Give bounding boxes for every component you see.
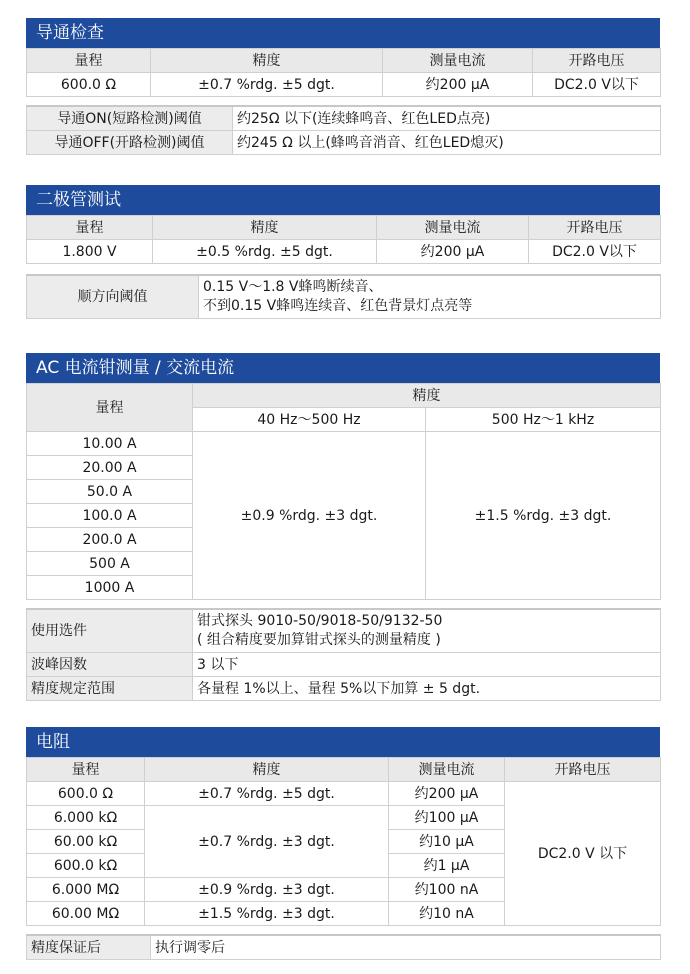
cell-current: 约200 μA: [383, 73, 533, 97]
resistance-notes: [26, 934, 661, 960]
guarantee-value: 执行调零后: [151, 935, 661, 960]
cell-range: 20.00 A: [27, 456, 193, 480]
cell-range: 200.0 A: [27, 528, 193, 552]
note-line: 0.15 V～1.8 V蜂鸣断续音、: [203, 279, 383, 295]
cell-current: 约100 nA: [389, 878, 505, 902]
option-label: 使用选件: [27, 609, 193, 653]
cell-range: 500 A: [27, 552, 193, 576]
cell-current: 约100 μA: [389, 806, 505, 830]
spec-label: 精度规定范围: [27, 677, 193, 701]
cell-current: 约10 nA: [389, 902, 505, 926]
header-band-low: 40 Hz～500 Hz: [193, 408, 426, 432]
header-range: 量程: [27, 49, 151, 73]
cell-voltage: DC2.0 V以下: [529, 240, 661, 264]
cell-accuracy: ±0.7 %rdg. ±5 dgt.: [145, 782, 389, 806]
option-value: [193, 609, 661, 653]
note-label: 导通OFF(开路检测)阈值: [27, 131, 233, 155]
header-accuracy: 精度: [153, 216, 377, 240]
cell-range: 60.00 kΩ: [27, 830, 145, 854]
spec-value: 各量程 1%以上、量程 5%以下加算 ± 5 dgt.: [193, 677, 661, 701]
cell-range: 50.0 A: [27, 480, 193, 504]
note-value: [199, 275, 661, 319]
note-line: 不到0.15 V蜂鸣连续音、红色背景灯点亮等: [203, 298, 473, 314]
cell-range: 60.00 MΩ: [27, 902, 145, 926]
cell-range: 600.0 Ω: [27, 73, 151, 97]
option-line: ( 组合精度要加算钳式探头的测量精度 ): [197, 632, 441, 648]
continuity-title: 导通检查: [26, 18, 660, 48]
cell-voltage: DC2.0 V以下: [533, 73, 661, 97]
cell-accuracy: ±0.9 %rdg. ±3 dgt.: [145, 878, 389, 902]
cell-current: 约1 μA: [389, 854, 505, 878]
diode-table: [26, 215, 661, 264]
note-value: 约25Ω 以下(连续蜂鸣音、红色LED点亮): [233, 106, 661, 131]
header-voltage: 开路电压: [529, 216, 661, 240]
header-current: 测量电流: [389, 758, 505, 782]
resistance-section: [26, 727, 660, 960]
cell-range: 1000 A: [27, 576, 193, 600]
diode-notes: [26, 274, 661, 319]
guarantee-label: 精度保证后: [27, 935, 151, 960]
cell-range: 100.0 A: [27, 504, 193, 528]
ac-table: [26, 383, 661, 600]
cell-current: 约200 μA: [377, 240, 529, 264]
resistance-table: [26, 757, 661, 926]
header-range: 量程: [27, 384, 193, 432]
note-label: 顺方向阈值: [27, 275, 199, 319]
header-band-high: 500 Hz～1 kHz: [426, 408, 661, 432]
header-accuracy: 精度: [145, 758, 389, 782]
diode-section: [26, 185, 660, 319]
continuity-notes: [26, 105, 661, 155]
cell-range: 6.000 MΩ: [27, 878, 145, 902]
continuity-table: [26, 48, 661, 97]
header-accuracy: 精度: [193, 384, 661, 408]
cell-range: 600.0 kΩ: [27, 854, 145, 878]
cell-current: 约200 μA: [389, 782, 505, 806]
cell-accuracy: ±1.5 %rdg. ±3 dgt.: [145, 902, 389, 926]
cell-accuracy: ±0.7 %rdg. ±5 dgt.: [151, 73, 383, 97]
header-voltage: 开路电压: [505, 758, 661, 782]
cell-accuracy-low: ±0.9 %rdg. ±3 dgt.: [193, 432, 426, 600]
cell-accuracy: ±0.5 %rdg. ±5 dgt.: [153, 240, 377, 264]
ac-title: AC 电流钳测量 / 交流电流: [26, 353, 660, 383]
ac-section: [26, 353, 660, 701]
cell-voltage: DC2.0 V 以下: [505, 782, 661, 926]
cell-range: 600.0 Ω: [27, 782, 145, 806]
crest-label: 波峰因数: [27, 653, 193, 677]
note-value: 约245 Ω 以上(蜂鸣音消音、红色LED熄灭): [233, 131, 661, 155]
ac-notes: [26, 608, 661, 701]
cell-range: 10.00 A: [27, 432, 193, 456]
note-label: 导通ON(短路检测)阈值: [27, 106, 233, 131]
cell-current: 约10 μA: [389, 830, 505, 854]
header-current: 测量电流: [383, 49, 533, 73]
header-range: 量程: [27, 758, 145, 782]
diode-title: 二极管测试: [26, 185, 660, 215]
resistance-title: 电阻: [26, 727, 660, 757]
continuity-section: [26, 18, 660, 155]
cell-accuracy: ±0.7 %rdg. ±3 dgt.: [145, 806, 389, 878]
crest-value: 3 以下: [193, 653, 661, 677]
header-accuracy: 精度: [151, 49, 383, 73]
cell-range: 1.800 V: [27, 240, 153, 264]
header-voltage: 开路电压: [533, 49, 661, 73]
header-range: 量程: [27, 216, 153, 240]
cell-accuracy-high: ±1.5 %rdg. ±3 dgt.: [426, 432, 661, 600]
option-line: 钳式探头 9010-50/9018-50/9132-50: [197, 613, 443, 629]
header-current: 测量电流: [377, 216, 529, 240]
cell-range: 6.000 kΩ: [27, 806, 145, 830]
